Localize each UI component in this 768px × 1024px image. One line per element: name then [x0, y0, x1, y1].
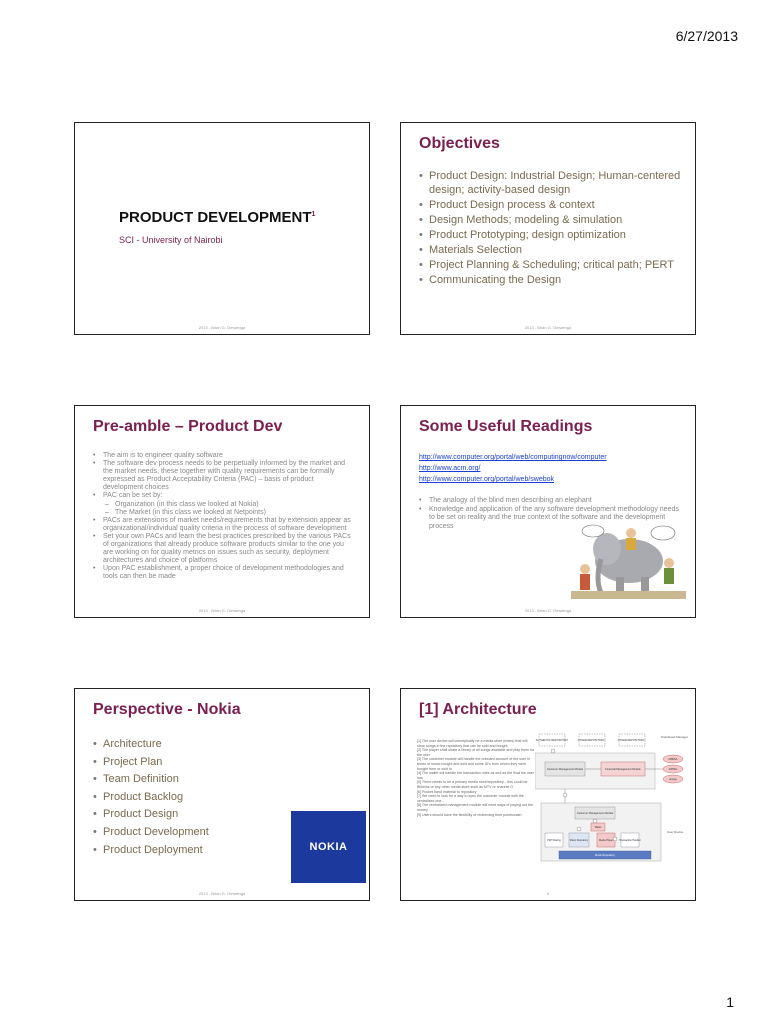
slide-perspective-nokia — [74, 688, 370, 901]
diagram-label: Distributed Manager — [661, 735, 689, 739]
diagram-label: Customer Management Module — [576, 812, 614, 815]
slide-footer: 2013 - Brian G. Omwenga — [198, 325, 246, 330]
reading-link[interactable]: http://www.computer.org/portal/web/computingnow/computer — [419, 454, 607, 461]
slide-heading: PRODUCT DEVELOPMENT$^1$ — [119, 209, 316, 226]
bullet-list — [93, 452, 355, 582]
slide-subtitle: SCI - University of Nairobi — [119, 235, 223, 245]
slide-footer: 2013 - Brian G. Omwenga — [524, 325, 572, 330]
list-item: • Architecture — [93, 736, 283, 754]
list-item: • Project Plan — [93, 754, 283, 772]
diagram-label: orange — [669, 778, 677, 781]
page-date: 6/27/2013 — [675, 28, 738, 44]
slide-footer: 2013 - Brian G. Omwenga — [198, 608, 246, 613]
sub-list-item: – The Market (in this class we looked at Netpoints) — [93, 509, 355, 517]
sub-list-item: – Organization (in this class we looked at Nokia) — [93, 501, 355, 509]
diagram-label: OTHER REPOSITORY... — [577, 739, 607, 742]
reading-link[interactable]: http://www.acm.org/ — [419, 465, 481, 472]
list-item: • The software dev process needs to be perpetually informed by the market and the market needs, these together with quality requirements can be formally expressed as Product Acceptability Criteria (PAC) – basis of product development choices — [93, 460, 355, 492]
note-line: [9] Users should have the flexibility of redeeming their points/cash — [417, 812, 522, 817]
reading-link[interactable]: http://www.computer.org/portal/web/swebok — [419, 476, 555, 483]
note-line: [2] The player shall share a library of all songs available and play them for the user — [417, 748, 535, 757]
note-line: [5] There needs to be a primary media store/repository... this could be Bitkeins or any other media store such as MTV or channel O — [417, 780, 528, 789]
bullet-list — [419, 169, 681, 288]
list-item: • Product Development — [93, 824, 283, 842]
list-item: • The aim is to engineer quality software — [93, 452, 355, 460]
architecture-notes — [417, 739, 535, 817]
note-line: [1] The user device will conceptually be a media store (mstrs) that will store songs in the repository that can be sold and bought — [417, 739, 528, 748]
list-item: • Product Backlog — [93, 789, 283, 807]
slide-architecture — [400, 688, 696, 901]
slide-preamble — [74, 405, 370, 618]
slide-title — [74, 122, 370, 335]
slide-footer: 6 — [546, 891, 550, 896]
diagram-label: Transaction Handler — [619, 839, 641, 842]
list-item: • Product Design: Industrial Design; Human-centered design; activity-based design — [419, 169, 681, 197]
diagram-label: Music Repository — [595, 854, 615, 857]
diagram-label: AIRTEL — [668, 768, 678, 771]
note-line: [8] The centralized management module will need ways of paying out the money — [417, 803, 534, 812]
bullet-list — [93, 736, 283, 859]
slide-objectives — [400, 122, 696, 335]
list-item: • Design Methods; modeling & simulation — [419, 213, 681, 227]
slide-heading: Some Useful Readings — [419, 418, 593, 435]
slide-footer: 2013 - Brian G. Omwenga — [198, 891, 246, 896]
list-item: • Product Prototyping; design optimization — [419, 228, 681, 242]
nokia-logo: NOKIA — [291, 811, 366, 883]
note-line: [7] We need to look for a way to sync the customer module with the centralized one... — [417, 794, 524, 803]
list-item: • Project Planning & Scheduling; critical path; PERT — [419, 258, 681, 272]
diagram-label: P2P Sharing — [547, 839, 561, 842]
slide-heading: Pre-amble – Product Dev — [93, 418, 283, 435]
list-item: • Upon PAC establishment, a proper choice of development methodologies and tools can then be made — [93, 565, 355, 581]
list-item: • Set your own PACs and learn the best practices prescribed by the various PACs of organizations that already produce software products similar to the one you are working on for quality metrics on issues such as security, deployment architectures and choice of platforms — [93, 533, 355, 565]
list-item: • Product Design process & context — [419, 198, 681, 212]
list-item: • PACs are extensions of market needs/requirements that by extension appear as organizational/individual quality criteria in the process of software development — [93, 517, 355, 533]
list-item: • Communicating the Design — [419, 273, 681, 287]
list-item: • Product Design — [93, 806, 283, 824]
list-item: • Team Definition — [93, 771, 283, 789]
slide-heading: Objectives — [419, 135, 500, 152]
slide-heading: Perspective - Nokia — [93, 701, 241, 718]
note-line: [6] Pocket band material to repository — [417, 789, 477, 794]
list-item: • Product Deployment — [93, 842, 283, 860]
blind-men-elephant-illustration — [571, 519, 686, 599]
diagram-label: MPESA — [668, 758, 678, 761]
diagram-label: OTHER REPOSITORY... — [617, 739, 647, 742]
list-item: • Knowledge and application of the any software development methodology needs to be set on reality and the true context of the software and the development process — [419, 506, 681, 532]
note-line: [3] The customer module will handle the onboard account of the user in terms of music bought and sold and some ID's from whom they were bought from or sold to — [417, 757, 531, 771]
diagram-label: Media Player — [599, 839, 613, 842]
diagram-label: Wallet — [594, 826, 602, 829]
diagram-label: Music Repository — [569, 839, 589, 842]
diagram-label: Financial Management Module — [605, 768, 641, 771]
note-line: [4] The wallet will handle the transaction rules as well as the float the user has — [417, 771, 534, 780]
slide-heading: [1] Architecture — [419, 701, 537, 718]
slide-readings — [400, 405, 696, 618]
slide-footer: 2013 - Brian G. Omwenga — [524, 608, 572, 613]
diagram-label: Customer Management Module — [546, 768, 584, 771]
architecture-diagram — [535, 729, 693, 879]
page-number: 1 — [726, 994, 734, 1010]
list-item: • The analogy of the blind men describing an elephant — [419, 497, 681, 506]
list-item: • PAC can be set by: — [93, 492, 355, 500]
diagram-label: User Device — [667, 830, 684, 834]
reading-links — [419, 452, 607, 485]
diagram-label: AUTHENTIC REPOSITORY — [535, 739, 569, 742]
list-item: • Materials Selection — [419, 243, 681, 257]
